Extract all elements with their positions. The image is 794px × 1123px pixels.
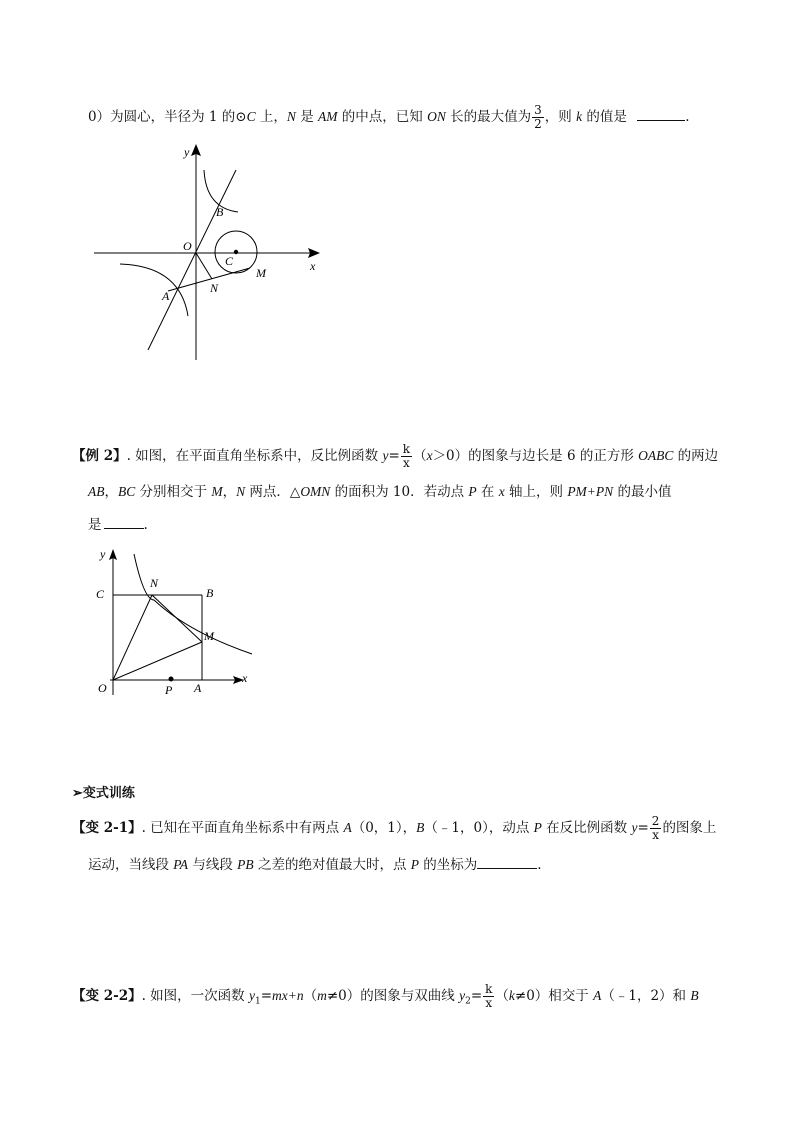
q1-var-am: AM <box>318 109 338 124</box>
line-ab <box>148 170 236 350</box>
ex2-line-2 <box>88 482 671 502</box>
q1-text: 的值是 <box>582 109 627 125</box>
ex2-var-pmpn: PM+PN <box>567 484 614 499</box>
q1-var-k: k <box>576 109 583 124</box>
ex2-text: = <box>388 448 400 464</box>
fraction-numerator: 3 <box>534 103 542 117</box>
label-a: A <box>194 681 202 695</box>
v2-var-m: m <box>317 988 327 1003</box>
v1-label: 【变 2-1】 <box>72 820 142 836</box>
v2-subscript: 1 <box>254 996 261 1007</box>
v1-text: 在反比例函数 <box>541 820 632 836</box>
ex2-text: 分别相交于 <box>135 484 212 500</box>
v2-var-mxn: mx+n <box>272 988 304 1003</box>
segment-om <box>113 642 202 680</box>
ex2-text: 的两边 <box>673 448 719 464</box>
v1-var-pa: PA <box>173 857 189 872</box>
ex2-text: （ <box>413 448 427 464</box>
v2-subscript: 2 <box>465 996 471 1007</box>
label-m: M <box>256 266 266 280</box>
v1-text: 之差的绝对值最大时，点 <box>253 857 411 873</box>
v1-var-b: B <box>416 820 425 835</box>
v2-var-y2: y <box>459 988 466 1003</box>
q1-text: 上， <box>255 109 287 125</box>
ex2-text: ， <box>104 484 118 500</box>
label-c: C <box>96 587 105 601</box>
v1-text: . 已知在平面直角坐标系中有两点 <box>141 820 344 836</box>
label-a: A <box>162 289 170 303</box>
ex2-text: 是 <box>88 517 102 533</box>
q1-fraction <box>532 104 544 131</box>
hyperbola <box>134 554 252 654</box>
q1-var-n: N <box>286 109 296 124</box>
v1-text: 与线段 <box>188 857 238 873</box>
v2-text: = <box>260 988 273 1004</box>
label-b: B <box>206 586 214 600</box>
v2-var-y1: y <box>248 988 255 1003</box>
ex2-text: 轴上，则 <box>504 484 568 500</box>
label-x: x <box>242 671 248 685</box>
ex2-var-y: y <box>382 448 389 463</box>
label-n: N <box>150 576 159 590</box>
figure-1 <box>88 140 338 365</box>
v2-text: . 如图，一次函数 <box>141 988 249 1004</box>
v2-fraction <box>483 983 494 1010</box>
q1-text: 0）为圆心，半径为 1 的⊙ <box>88 109 247 125</box>
q1-text: 是 <box>295 109 318 125</box>
v2-text: （ <box>303 988 318 1004</box>
ex2-text: 的最小值 <box>613 484 672 500</box>
v2-text: （﹣1，2）和 <box>601 988 691 1004</box>
v1-text: 的图象上 <box>662 820 717 836</box>
v2-text: ≠0）的图象与双曲线 <box>326 988 460 1004</box>
v1-text: 的坐标为 <box>419 857 478 873</box>
ex2-var-omn: OMN <box>300 484 331 499</box>
v2-label: 【变 2-2】 <box>72 988 142 1004</box>
v1-text: . <box>537 857 542 873</box>
fraction-denominator: x <box>652 828 659 842</box>
fraction-denominator: x <box>403 456 410 470</box>
q1-text: 的中点，已知 <box>337 109 428 125</box>
q1-var-on: ON <box>427 109 446 124</box>
ex2-var-x: x <box>426 448 433 463</box>
ex2-text: ＞0）的图象与边长是 6 的正方形 <box>432 448 639 464</box>
label-x: x <box>310 259 316 273</box>
v1-var-a: A <box>343 820 352 835</box>
label-n: N <box>210 281 219 295</box>
q1-text: . <box>685 109 690 125</box>
v1-text: （0，1）， <box>351 820 417 836</box>
ex2-var-n: N <box>236 484 246 499</box>
section-heading: ➢变式训练 <box>72 786 135 801</box>
ex2-text: . 如图，在平面直角坐标系中，反比例函数 <box>126 448 383 464</box>
ex2-var-ab: AB <box>88 484 105 499</box>
answer-blank[interactable] <box>104 514 144 529</box>
v1-text: 运动，当线段 <box>88 857 174 873</box>
label-o: O <box>98 681 107 695</box>
v1-var-y: y <box>631 820 638 835</box>
ex2-var-oabc: OABC <box>638 448 674 463</box>
answer-blank[interactable] <box>637 106 685 121</box>
figure-2 <box>88 540 263 700</box>
ex2-var-bc: BC <box>118 484 136 499</box>
segment-am <box>168 268 250 291</box>
ex2-text: 在 <box>476 484 499 500</box>
label-o: O <box>183 239 192 253</box>
v1-var-p: P <box>533 820 542 835</box>
fraction-denominator: x <box>485 996 493 1010</box>
ex2-label: 【例 2】 <box>72 448 127 464</box>
ex2-text: ， <box>222 484 237 500</box>
label-p: P <box>165 683 173 697</box>
ex2-text: 两点．△ <box>245 484 301 500</box>
fraction-numerator: k <box>485 982 493 996</box>
answer-blank[interactable] <box>477 854 537 869</box>
v2-var-b: B <box>690 988 699 1003</box>
ex2-var-x: x <box>498 484 505 499</box>
point-p <box>169 677 174 682</box>
fraction-denominator: 2 <box>534 117 542 131</box>
label-c: C <box>225 254 234 268</box>
label-y: y <box>184 145 190 159</box>
v1-line-1 <box>72 815 716 842</box>
v1-var-p: P <box>410 857 419 872</box>
q1-text: 长的最大值为 <box>445 109 532 125</box>
v2-var-k: k <box>508 988 515 1003</box>
v2-var-a: A <box>593 988 602 1003</box>
center-c-point <box>234 250 238 254</box>
ex2-line-3 <box>88 514 148 535</box>
segment-nm <box>152 595 202 642</box>
q1-line <box>88 104 689 131</box>
v2-text: = <box>470 988 483 1004</box>
label-m: M <box>204 629 214 643</box>
q1-text: ，则 <box>544 109 577 125</box>
v1-line-2 <box>88 854 542 875</box>
ex2-var-p: P <box>468 484 477 499</box>
segment-on <box>113 595 152 680</box>
ex2-var-m: M <box>211 484 223 499</box>
v2-text: ≠0）相交于 <box>514 988 594 1004</box>
v2-line-1 <box>72 983 699 1012</box>
fraction-numerator: 2 <box>651 814 660 828</box>
v1-text: = <box>637 820 649 836</box>
segment-on <box>196 253 212 279</box>
label-y: y <box>100 547 106 561</box>
v1-text: （﹣1，0），动点 <box>424 820 534 836</box>
label-b: B <box>216 205 224 219</box>
v1-fraction <box>650 815 662 842</box>
ex2-text: 的面积为 10．若动点 <box>330 484 469 500</box>
fraction-numerator: k <box>402 442 411 456</box>
q1-var-c: C <box>246 109 256 124</box>
ex2-fraction <box>401 443 412 470</box>
ex2-line-1 <box>72 443 718 470</box>
v2-text: （ <box>495 988 509 1004</box>
v1-var-pb: PB <box>237 857 254 872</box>
ex2-text: . <box>143 517 148 533</box>
